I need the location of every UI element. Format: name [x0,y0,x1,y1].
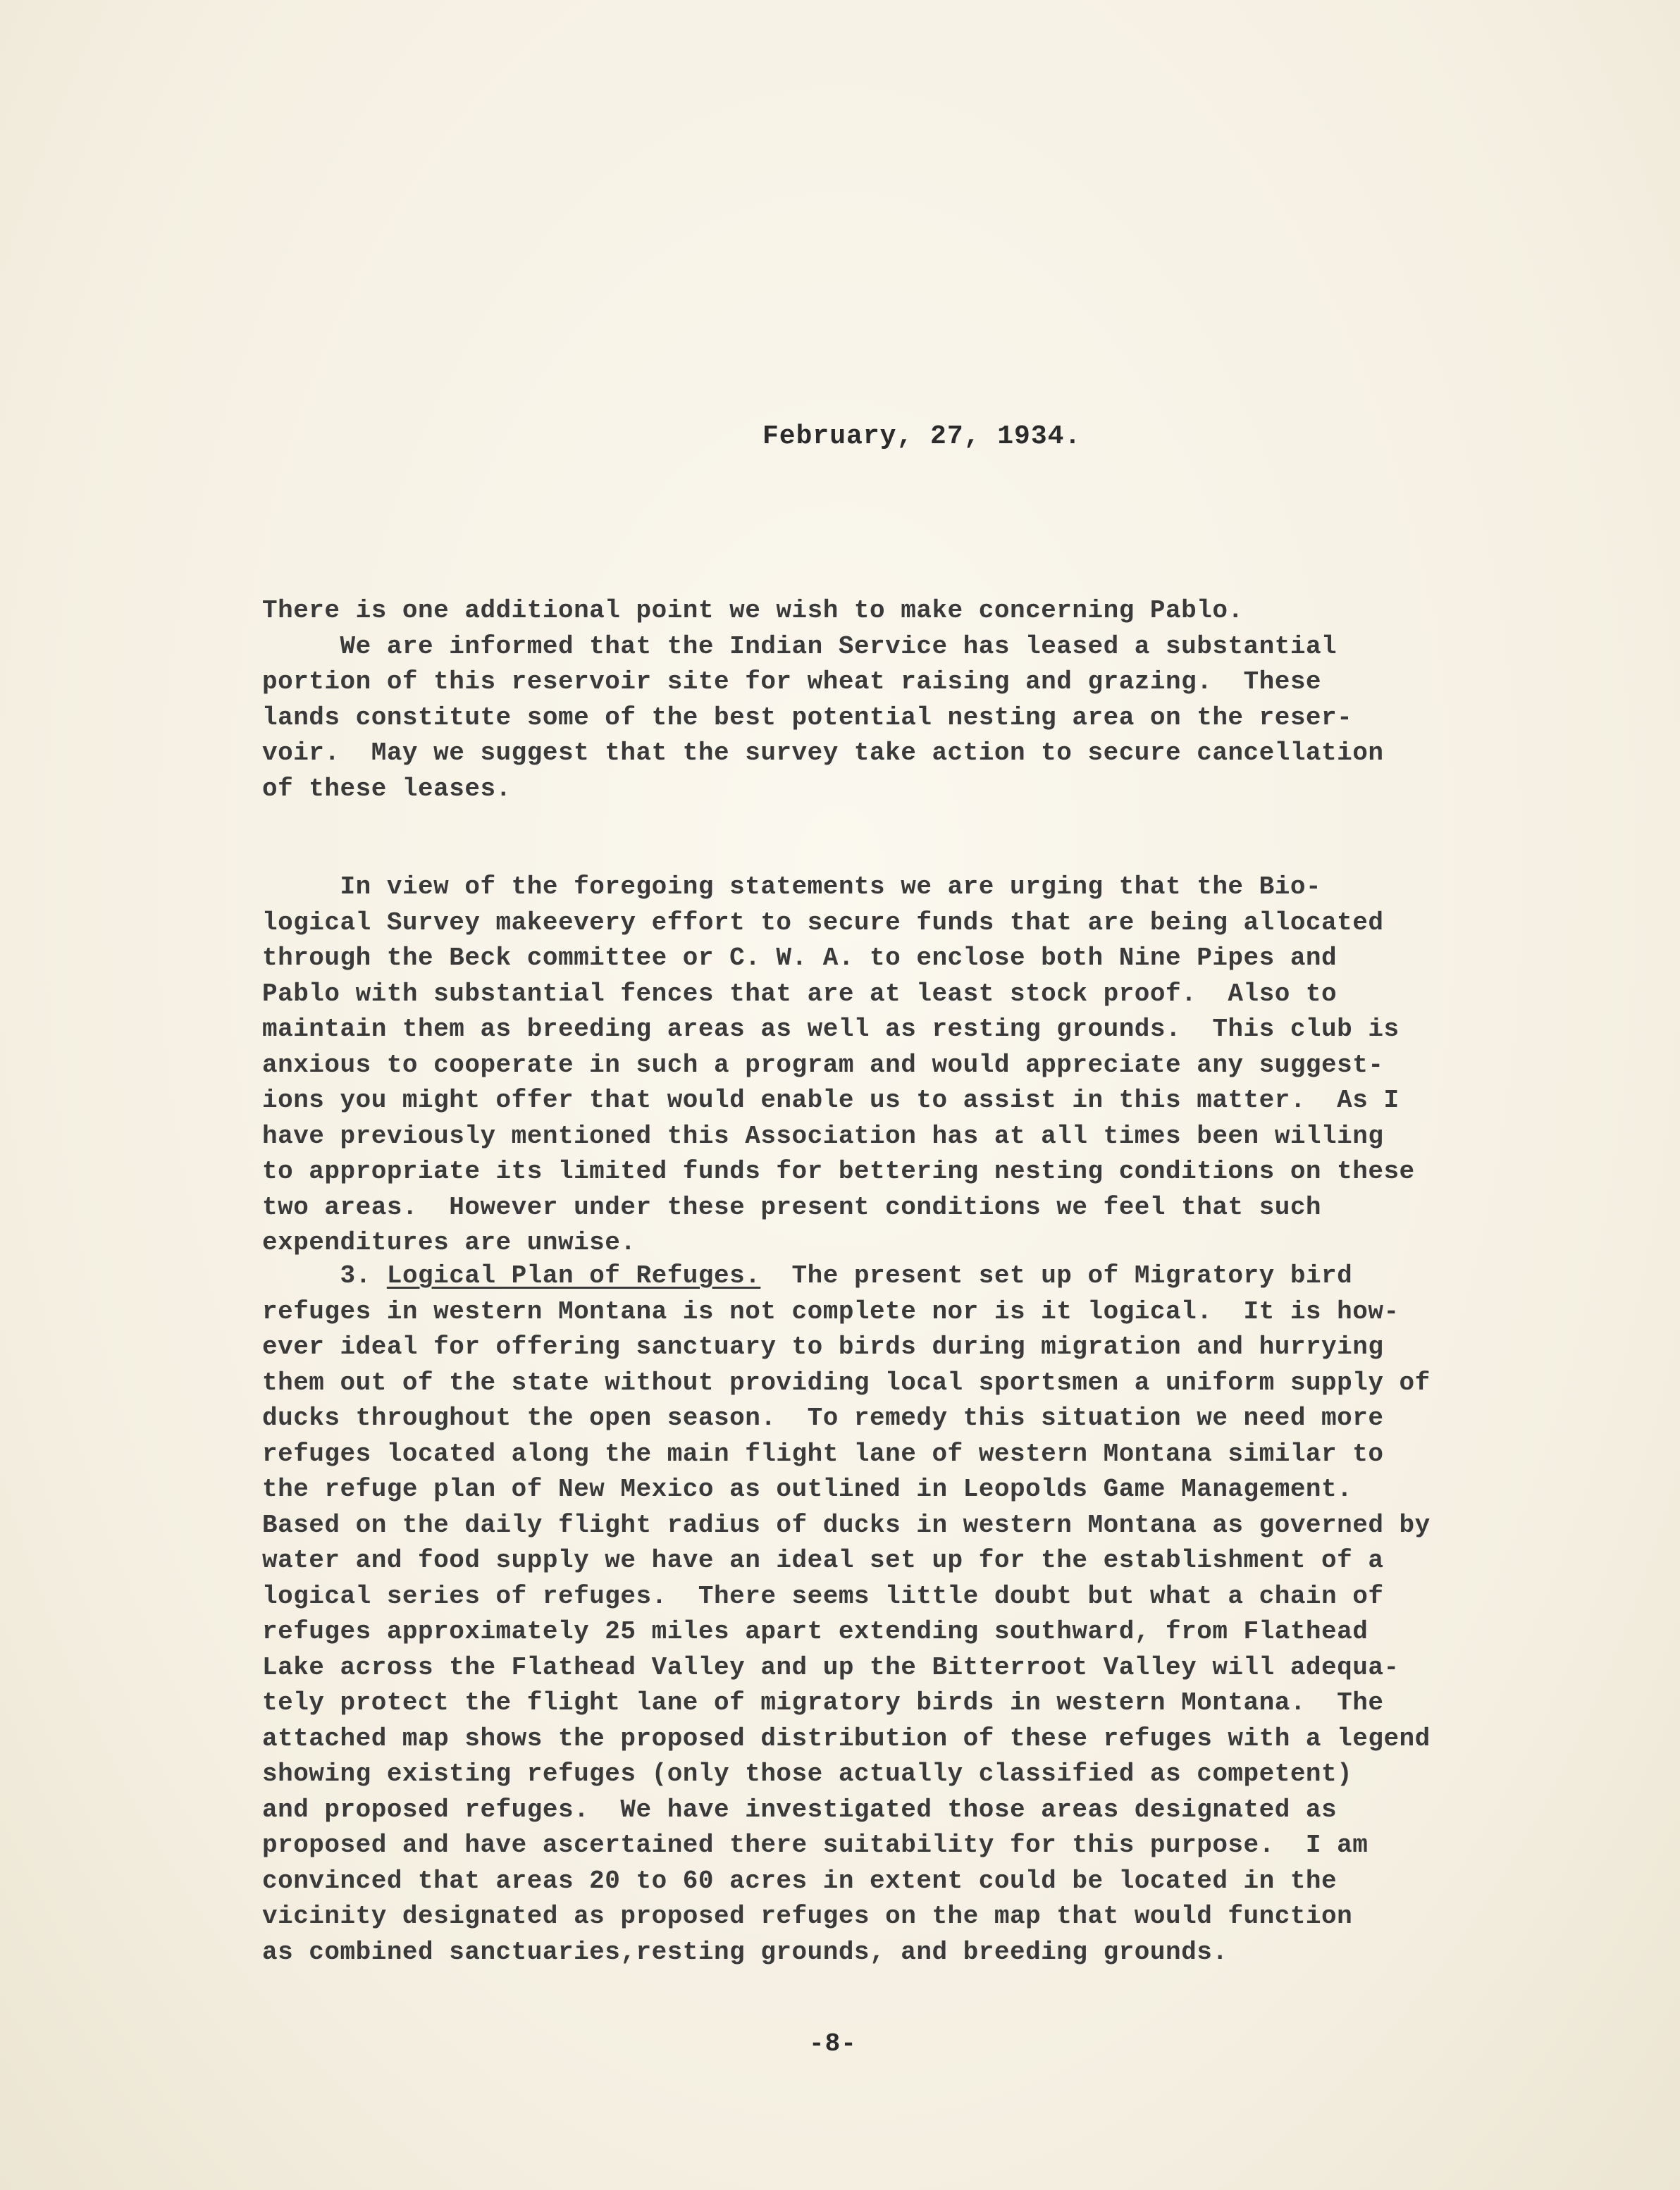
paragraph-text: There is one additional point we wish to make concerning Pablo. We are informed that the Indian Service has leased a substantial portion of this reservoir site for wheat raising and grazing. These lands constitute some of the best potential nesting area on the reser- voir. May we suggest that the survey take action to secure cancellation of these leases. [262,596,1384,803]
paragraph-text [262,1258,1601,1970]
section-heading: Logical Plan of Refuges. [386,1261,761,1290]
letter-date: February, 27, 1934. [762,421,1082,452]
page-number: -8- [809,2029,857,2058]
paragraph-logical-plan [262,1258,1601,1970]
paragraph-text: In view of the foregoing statements we are urging that the Bio- logical Survey makeevery effort to secure funds that are being allocated through the Beck committee or C. W. A. to enclose both Nine Pipes and Pablo with substantial fences that are at least stock proof. Also to maintain them as breeding areas as well as resting grounds. This club is anxious to cooperate in such a program and would appreciate any suggest- ions you might offer that would enable us to assist in this matter. As I have previously mentioned this Association has at all times been willing to appropriate its limited funds for bettering nesting conditions on these two areas. However under these present conditions we feel that such expenditures are unwise. [262,872,1415,1257]
paragraph-pablo-leases [262,593,1601,807]
section-number: 3. [262,1261,387,1290]
paragraph-funding-request [262,870,1601,1261]
section-body: The present set up of Migratory bird refuges in western Montana is not complete nor is it logical. It is how- ever ideal for offering sanctuary to birds during migration and hurrying them out of the state without providing local sportsmen a uniform supply of ducks throughout the open season. To remedy this situation we need more refuges located along the main flight lane of western Montana similar to the refuge plan of New Mexico as outlined in Leopolds Game Management. Based on the daily flight radius of ducks in western Montana as governed by water and food supply we have an ideal set up for the establishment of a logical series of refuges. There seems little doubt but what a chain of refuges approximately 25 miles apart extending southward, from Flathead Lake across the Flathead Valley and up the Bitterroot Valley will adequa- tely protect the flight lane of migratory birds in western Montana. The attached map shows the proposed distribution of these refuges with a legend showing existing refuges (only those actually classified as competent) and proposed refuges. We have investigated those areas designated as proposed and have ascertained there suitability for this purpose. I am convinced that areas 20 to 60 acres in extent could be located in the vicinity designated as proposed refuges on the map that would function as combined sanctuaries,resting grounds, and breeding grounds. [262,1261,1431,1967]
